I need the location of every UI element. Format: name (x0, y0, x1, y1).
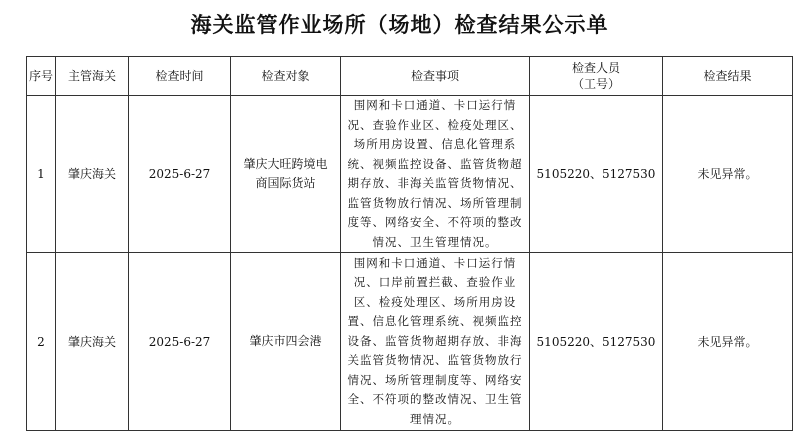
header-inspectors (530, 57, 663, 96)
cell-inspectors: 5105220、5127530 (530, 96, 663, 253)
header-object: 检查对象 (231, 57, 341, 96)
cell-date: 2025-6-27 (129, 96, 231, 253)
cell-result: 未见异常。 (663, 96, 793, 253)
header-date: 检查时间 (129, 57, 231, 96)
cell-seq: 2 (27, 253, 56, 431)
cell-items: 围网和卡口通道、卡口运行情况、口岸前置拦截、查验作业区、检疫处理区、场所用房设置、信息化管理系统、视频监控设备、监管货物超期存放、非海关监管货物情况、监管货物放行情况、场所管理制度等、网络安全、不符项的整改情况、卫生管理情况。 (341, 253, 530, 431)
table-row (27, 96, 793, 253)
cell-items: 围网和卡口通道、卡口运行情况、查验作业区、检疫处理区、场所用房设置、信息化管理系统、视频监控设备、监管货物超期存放、非海关监管货物情况、监管货物放行情况、场所管理制度等、网络安全、不符项的整改情况、卫生管理情况。 (341, 96, 530, 253)
header-row (27, 57, 793, 96)
cell-object: 肇庆市四会港 (231, 253, 341, 431)
inspection-results-table (26, 56, 793, 431)
header-inspectors-label: 检查人员 (571, 61, 620, 75)
header-customs: 主管海关 (56, 57, 129, 96)
header-seq: 序号 (27, 57, 56, 96)
page-title: 海关监管作业场所（场地）检查结果公示单 (190, 12, 609, 37)
cell-customs: 肇庆海关 (56, 96, 129, 253)
header-result: 检查结果 (663, 57, 793, 96)
table-row (27, 253, 793, 431)
cell-inspectors: 5105220、5127530 (530, 253, 663, 431)
cell-customs: 肇庆海关 (56, 253, 129, 431)
header-items: 检查事项 (341, 57, 530, 96)
cell-object: 肇庆大旺跨境电商国际货站 (231, 96, 341, 253)
cell-seq: 1 (27, 96, 56, 253)
cell-date: 2025-6-27 (129, 253, 231, 431)
cell-result: 未见异常。 (663, 253, 793, 431)
header-inspectors-id-label: （工号） (571, 77, 620, 91)
